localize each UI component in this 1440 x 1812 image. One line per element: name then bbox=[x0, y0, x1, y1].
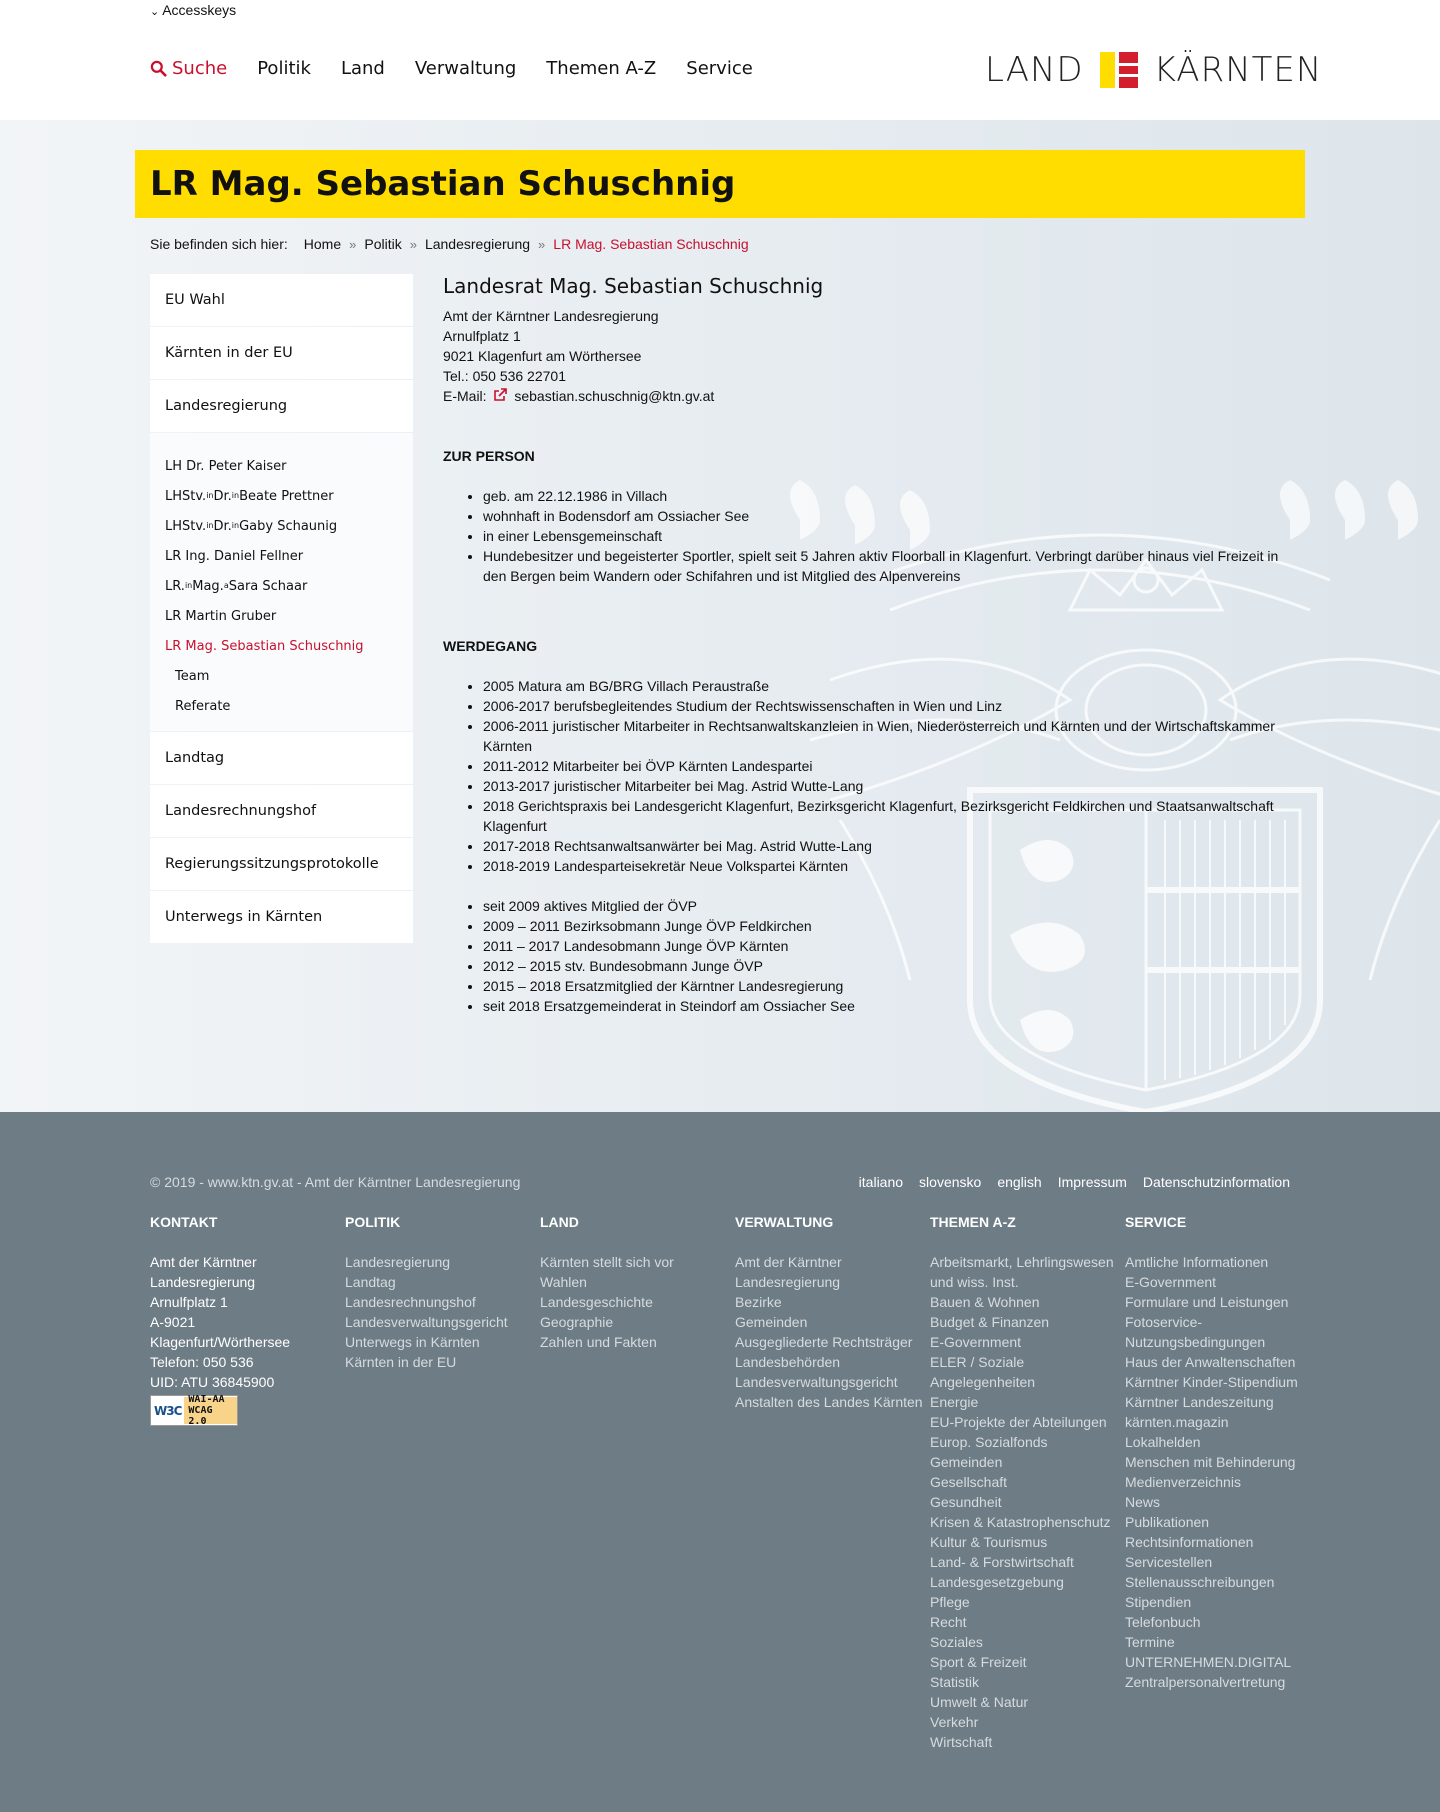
sidebar-item-regierungssitzungsprotokolle[interactable]: Regierungssitzungsprotokolle bbox=[150, 838, 413, 890]
chevron-right-icon: » bbox=[349, 236, 357, 252]
logo-land-kaernten[interactable] bbox=[985, 50, 1322, 90]
sidebar-item-eu-wahl[interactable]: EU Wahl bbox=[150, 274, 413, 326]
footer-column-land bbox=[540, 1212, 730, 1352]
footer-column-politik bbox=[345, 1212, 535, 1372]
nav-themen[interactable]: Themen A-Z bbox=[546, 58, 657, 79]
footer-link[interactable]: Umwelt & Natur bbox=[930, 1694, 1029, 1710]
footer-link[interactable]: Land- & Forstwirtschaft bbox=[930, 1554, 1074, 1570]
sidebar-subitem-gruber[interactable]: LR Martin Gruber bbox=[165, 608, 277, 624]
footer-column-kontakt bbox=[150, 1212, 340, 1426]
sidebar-item-landesregierung[interactable]: Landesregierung bbox=[150, 380, 413, 432]
list-item: • geb. am 22.12.1986 in Villach bbox=[483, 486, 1303, 506]
footer-link[interactable]: Menschen mit Behinderung bbox=[1125, 1454, 1296, 1470]
footer-link[interactable]: Zahlen und Fakten bbox=[540, 1334, 657, 1350]
footer-link-impressum[interactable]: Impressum bbox=[1057, 1174, 1127, 1190]
nav-politik[interactable]: Politik bbox=[257, 58, 311, 79]
section-heading-werdegang: WERDEGANG bbox=[443, 638, 538, 654]
footer-link[interactable]: Landesgeschichte bbox=[540, 1294, 653, 1310]
footer-link[interactable]: EU-Projekte der Abteilungen bbox=[930, 1414, 1107, 1430]
nav-service[interactable]: Service bbox=[686, 58, 753, 79]
footer-link[interactable]: E-Government bbox=[1125, 1274, 1217, 1290]
content-heading: Landesrat Mag. Sebastian Schuschnig bbox=[443, 274, 824, 298]
list-item: • 2009 – 2011 Bezirksobmann Junge ÖVP Feldkirchen bbox=[483, 916, 1303, 936]
list-item: • 2018 Gerichtspraxis bei Landesgericht Klagenfurt, Bezirksgericht Klagenfurt, Bezirksgericht Feldkirchen und Staatsanwaltschaft Klagenfurt bbox=[483, 796, 1303, 836]
list-item: • 2013-2017 juristischer Mitarbeiter bei Mag. Astrid Wutte-Lang bbox=[483, 776, 1303, 796]
footer-column-verwaltung bbox=[735, 1212, 925, 1412]
footer-column-service bbox=[1125, 1212, 1315, 1692]
list-item: • wohnhaft in Bodensdorf am Ossiacher See bbox=[483, 506, 1303, 526]
footer-link[interactable]: Lokalhelden bbox=[1125, 1434, 1201, 1450]
w3c-wcag-badge[interactable] bbox=[150, 1395, 238, 1426]
sidebar-subitem-prettner[interactable]: LHStv. in Dr. in Beate Prettner bbox=[165, 488, 334, 504]
chevron-down-icon: ⌄ bbox=[150, 6, 160, 18]
wai-aa-label: WAI-AA WCAG 2.0 bbox=[184, 1397, 237, 1424]
sidebar-subitem-schuschnig[interactable]: LR Mag. Sebastian Schuschnig bbox=[165, 638, 364, 654]
copyright: © 2019 - www.ktn.gv.at - Amt der Kärntner Landesregierung bbox=[150, 1174, 521, 1190]
footer-heading: KONTAKT bbox=[150, 1214, 218, 1230]
footer-heading: LAND bbox=[540, 1214, 579, 1230]
chevron-right-icon: » bbox=[409, 236, 417, 252]
accesskeys-toggle[interactable]: ⌄ Accesskeys bbox=[150, 2, 237, 18]
breadcrumb bbox=[150, 236, 749, 252]
sidebar-subitem-schaar[interactable]: LR. in Mag. a Sara Schaar bbox=[165, 578, 308, 594]
footer-link[interactable]: Servicestellen bbox=[1125, 1554, 1213, 1570]
sidebar bbox=[150, 274, 413, 944]
footer-link[interactable]: Telefonbuch bbox=[1125, 1614, 1201, 1630]
breadcrumb-landesregierung[interactable]: Landesregierung bbox=[424, 236, 531, 252]
footer-link[interactable]: Krisen & Katastrophenschutz bbox=[930, 1514, 1111, 1530]
footer-link[interactable]: Geographie bbox=[540, 1314, 614, 1330]
footer-link[interactable]: Haus der Anwaltenschaften bbox=[1125, 1354, 1296, 1370]
footer-link[interactable]: Formulare und Leistungen bbox=[1125, 1294, 1289, 1310]
list-item: • 2017-2018 Rechtsanwaltsanwärter bei Mag. Astrid Wutte-Lang bbox=[483, 836, 1303, 856]
sidebar-item-unterwegs-in-kaernten[interactable]: Unterwegs in Kärnten bbox=[150, 891, 413, 943]
footer-link[interactable]: Recht bbox=[930, 1614, 967, 1630]
footer-link[interactable]: Soziales bbox=[930, 1634, 983, 1650]
footer-link[interactable]: Kärntner Landeszeitung bbox=[1125, 1394, 1274, 1410]
person-list bbox=[443, 486, 1303, 586]
footer-link[interactable]: Publikationen bbox=[1125, 1514, 1210, 1530]
header bbox=[0, 0, 1440, 120]
footer-contact-line: Klagenfurt/Wörthersee bbox=[150, 1334, 291, 1350]
list-item: • 2015 – 2018 Ersatzmitglied der Kärntner Landesregierung bbox=[483, 976, 1303, 996]
footer-contact-line: Landesregierung bbox=[150, 1274, 256, 1290]
footer-link-slovensko[interactable]: slovensko bbox=[919, 1174, 982, 1190]
footer-link[interactable]: Energie bbox=[930, 1394, 979, 1410]
list-item: • seit 2009 aktives Mitglied der ÖVP bbox=[483, 896, 1303, 916]
footer-link[interactable]: Landesrechnungshof bbox=[345, 1294, 476, 1310]
main-content bbox=[443, 274, 1303, 1016]
footer-link[interactable]: Anstalten des Landes Kärnten bbox=[735, 1394, 923, 1410]
footer-link[interactable]: Bauen & Wohnen bbox=[930, 1294, 1040, 1310]
footer-contact-line: Arnulfplatz 1 bbox=[150, 1294, 228, 1310]
list-item: • 2018-2019 Landesparteisekretär Neue Volkspartei Kärnten bbox=[483, 856, 1303, 876]
footer-heading: THEMEN A-Z bbox=[930, 1214, 1016, 1230]
footer-link[interactable]: Landesregierung bbox=[345, 1254, 451, 1270]
sidebar-subitem-kaiser[interactable]: LH Dr. Peter Kaiser bbox=[165, 458, 287, 474]
sidebar-subitem-team[interactable]: Team bbox=[175, 668, 210, 684]
footer-link[interactable]: Landesverwaltungsgericht bbox=[345, 1314, 508, 1330]
list-item: • 2005 Matura am BG/BRG Villach Peraustraße bbox=[483, 676, 1303, 696]
nav-land[interactable]: Land bbox=[340, 58, 385, 79]
sidebar-item-landesrechnungshof[interactable]: Landesrechnungshof bbox=[150, 785, 413, 837]
footer-link[interactable]: Fotoservice-Nutzungsbedingungen bbox=[1125, 1314, 1266, 1350]
address-line: Amt der Kärntner Landesregierung bbox=[443, 308, 659, 324]
footer-column-themen bbox=[930, 1212, 1120, 1752]
footer-link[interactable]: Europ. Sozialfonds bbox=[930, 1434, 1048, 1450]
footer-link[interactable]: Amtliche Informationen bbox=[1125, 1254, 1269, 1270]
footer-link[interactable]: ELER / Soziale Angelegenheiten bbox=[930, 1354, 1036, 1390]
footer-link[interactable]: Gesundheit bbox=[930, 1494, 1002, 1510]
footer-heading: POLITIK bbox=[345, 1214, 401, 1230]
footer-link[interactable]: Termine bbox=[1125, 1634, 1175, 1650]
address-line: 9021 Klagenfurt am Wörthersee bbox=[443, 348, 642, 364]
page-title-bar bbox=[135, 150, 1305, 218]
footer-link[interactable]: UNTERNEHMEN.DIGITAL bbox=[1125, 1654, 1292, 1670]
email-link[interactable]: sebastian.schuschnig@ktn.gv.at bbox=[514, 388, 715, 404]
external-link-icon bbox=[493, 388, 507, 402]
footer-link[interactable]: Gemeinden bbox=[930, 1454, 1003, 1470]
main-navigation bbox=[150, 58, 753, 79]
footer-link-english[interactable]: english bbox=[997, 1174, 1042, 1190]
list-item: • 2006-2011 juristischer Mitarbeiter in Rechtsanwaltskanzleien in Wien, Niederösterreich und Kärnten und der Wirtschaftskammer Kärnten bbox=[483, 716, 1303, 756]
footer-link[interactable]: Kärntner Kinder-Stipendium bbox=[1125, 1374, 1298, 1390]
sidebar-item-landtag[interactable]: Landtag bbox=[150, 732, 413, 784]
list-item: • seit 2018 Ersatzgemeinderat in Steindorf am Ossiacher See bbox=[483, 996, 1303, 1016]
footer-link[interactable]: Stipendien bbox=[1125, 1594, 1192, 1610]
footer-link[interactable]: Landtag bbox=[345, 1274, 396, 1290]
breadcrumb-home[interactable]: Home bbox=[303, 236, 342, 252]
phone-line: Tel.: 050 536 22701 bbox=[443, 368, 566, 384]
list-item: • 2011-2012 Mitarbeiter bei ÖVP Kärnten Landespartei bbox=[483, 756, 1303, 776]
nav-verwaltung[interactable]: Verwaltung bbox=[414, 58, 517, 79]
footer-link[interactable]: Statistik bbox=[930, 1674, 980, 1690]
footer-link-italiano[interactable]: italiano bbox=[858, 1174, 904, 1190]
footer-link[interactable]: Gemeinden bbox=[735, 1314, 808, 1330]
logo-word-right: KÄRNTEN bbox=[1153, 50, 1323, 90]
footer-link[interactable]: Landesverwaltungsgericht bbox=[735, 1374, 898, 1390]
footer-link[interactable]: E-Government bbox=[930, 1334, 1022, 1350]
address-line: Arnulfplatz 1 bbox=[443, 328, 521, 344]
logo-mark-icon bbox=[1100, 52, 1138, 88]
footer-link[interactable]: Kärnten in der EU bbox=[345, 1354, 457, 1370]
footer-link[interactable]: Zentralpersonalvertretung bbox=[1125, 1674, 1286, 1690]
footer-link[interactable]: Kultur & Tourismus bbox=[930, 1534, 1048, 1550]
footer-link[interactable]: Gesellschaft bbox=[930, 1474, 1008, 1490]
footer-link[interactable]: Wirtschaft bbox=[930, 1734, 993, 1750]
sidebar-submenu bbox=[150, 433, 413, 731]
footer-link[interactable]: Sport & Freizeit bbox=[930, 1654, 1027, 1670]
address-block bbox=[443, 306, 1303, 406]
list-item: • in einer Lebensgemeinschaft bbox=[483, 526, 1303, 546]
footer-link[interactable]: Stellenausschreibungen bbox=[1125, 1574, 1275, 1590]
footer-link[interactable]: Landesbehörden bbox=[735, 1354, 841, 1370]
footer-link[interactable]: Budget & Finanzen bbox=[930, 1314, 1050, 1330]
breadcrumb-current[interactable]: LR Mag. Sebastian Schuschnig bbox=[553, 236, 749, 252]
footer-link-datenschutz[interactable]: Datenschutzinformation bbox=[1142, 1174, 1290, 1190]
footer-link[interactable]: News bbox=[1125, 1494, 1161, 1510]
footer-heading: SERVICE bbox=[1125, 1214, 1187, 1230]
footer-link[interactable]: Wahlen bbox=[540, 1274, 587, 1290]
career-list bbox=[443, 676, 1303, 876]
footer-link[interactable]: Rechtsinformationen bbox=[1125, 1534, 1254, 1550]
footer-contact-line: UID: ATU 36845900 bbox=[150, 1374, 275, 1390]
footer-heading: VERWALTUNG bbox=[735, 1214, 834, 1230]
footer-contact-line: Amt der Kärntner bbox=[150, 1254, 257, 1270]
sidebar-item-kaernten-in-der-eu[interactable]: Kärnten in der EU bbox=[150, 327, 413, 379]
section-heading-person: ZUR PERSON bbox=[443, 448, 535, 464]
party-list bbox=[443, 896, 1303, 1016]
footer bbox=[0, 1112, 1440, 1812]
footer-link[interactable]: Unterwegs in Kärnten bbox=[345, 1334, 480, 1350]
footer-link[interactable]: Medienverzeichnis bbox=[1125, 1474, 1241, 1490]
breadcrumb-label: Sie befinden sich hier: bbox=[150, 236, 288, 252]
footer-links bbox=[859, 1174, 1290, 1190]
logo-word-left: LAND bbox=[985, 50, 1084, 90]
nav-search[interactable]: Suche bbox=[150, 58, 227, 79]
footer-link[interactable]: Amt der Kärntner Landesregierung bbox=[735, 1254, 842, 1290]
footer-link[interactable]: Landesgesetzgebung bbox=[930, 1574, 1064, 1590]
footer-link[interactable]: Kärnten stellt sich vor bbox=[540, 1254, 674, 1270]
footer-link[interactable]: Pflege bbox=[930, 1594, 970, 1610]
chevron-right-icon: » bbox=[538, 236, 546, 252]
search-icon bbox=[150, 60, 167, 77]
list-item: • 2011 – 2017 Landesobmann Junge ÖVP Kärnten bbox=[483, 936, 1303, 956]
footer-contact-line: A-9021 bbox=[150, 1314, 196, 1330]
footer-link[interactable]: kärnten.magazin bbox=[1125, 1414, 1229, 1430]
sidebar-subitem-referate[interactable]: Referate bbox=[175, 698, 231, 714]
list-item: • 2012 – 2015 stv. Bundesobmann Junge ÖVP bbox=[483, 956, 1303, 976]
sidebar-subitem-schaunig[interactable]: LHStv. in Dr. in Gaby Schaunig bbox=[165, 518, 338, 534]
footer-link[interactable]: Ausgegliederte Rechtsträger bbox=[735, 1334, 913, 1350]
footer-link[interactable]: Arbeitsmarkt, Lehrlingswesen und wiss. Inst. bbox=[930, 1254, 1114, 1290]
footer-contact-line: Telefon: 050 536 bbox=[150, 1354, 254, 1370]
page-title: LR Mag. Sebastian Schuschnig bbox=[150, 164, 736, 204]
list-item: • Hundebesitzer und begeisterter Sportler, spielt seit 5 Jahren aktiv Floorball in Klagenfurt. Verbringt darüber hinaus viel Freizeit in den Bergen beim Wandern oder Schifahren und ist Mitglied des Alpenvereins bbox=[483, 546, 1303, 586]
w3c-logo-icon: W3C bbox=[154, 1403, 182, 1418]
sidebar-subitem-fellner[interactable]: LR Ing. Daniel Fellner bbox=[165, 548, 304, 564]
footer-link[interactable]: Bezirke bbox=[735, 1294, 782, 1310]
footer-link[interactable]: Verkehr bbox=[930, 1714, 979, 1730]
email-line: E-Mail: sebastian.schuschnig@ktn.gv.at bbox=[443, 388, 715, 404]
breadcrumb-politik[interactable]: Politik bbox=[364, 236, 402, 252]
list-item: • 2006-2017 berufsbegleitendes Studium der Rechtswissenschaften in Wien und Linz bbox=[483, 696, 1303, 716]
